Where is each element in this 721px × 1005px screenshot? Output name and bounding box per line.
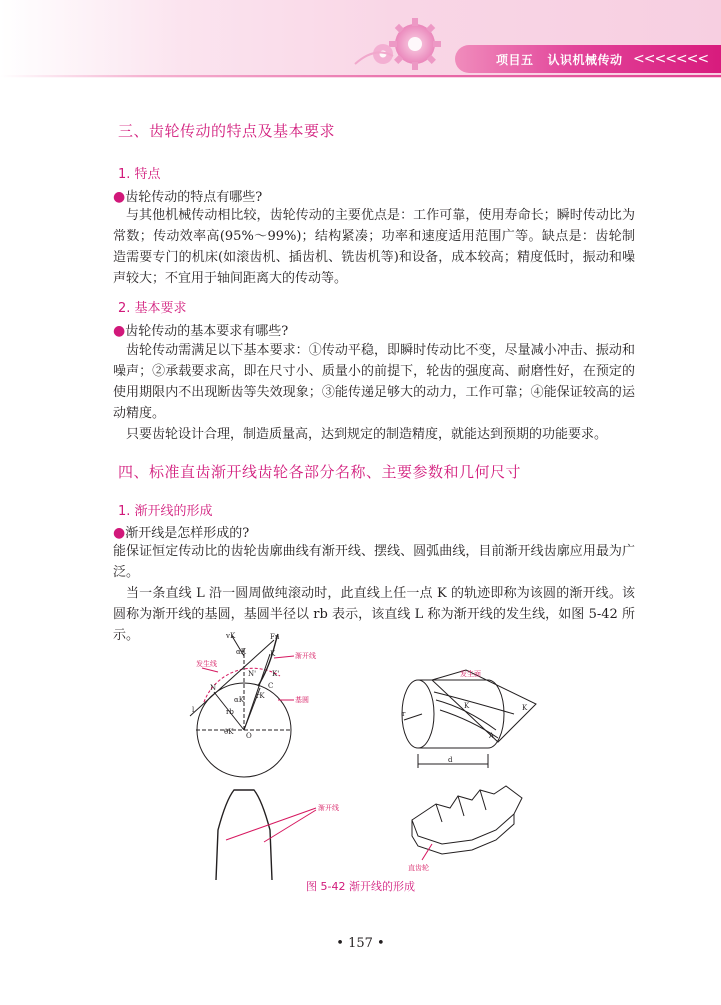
header-chevrons: <<<<<<< bbox=[633, 51, 709, 67]
bullet-icon: ● bbox=[113, 323, 126, 339]
question-features-text: 齿轮传动的特点有哪些? bbox=[125, 190, 263, 205]
bullet-icon: ● bbox=[113, 189, 126, 205]
label-a: A bbox=[489, 732, 495, 740]
generating-plane-shape bbox=[432, 670, 536, 742]
page-number: • 157 • bbox=[336, 936, 385, 951]
question-involute bbox=[113, 522, 249, 541]
question-requirements bbox=[113, 320, 288, 339]
gear-decoration-icon bbox=[345, 6, 455, 76]
figure-involute-formation bbox=[192, 630, 556, 890]
label-involute: 渐开线 bbox=[295, 652, 316, 660]
section-3-2-title: 2. 基本要求 bbox=[118, 301, 187, 316]
section-3-title: 三、齿轮传动的特点及基本要求 bbox=[118, 122, 336, 140]
paragraph-involute-1: 能保证恒定传动比的齿轮齿廓曲线有渐开线、摆线、圆弧曲线，目前渐开线齿廓应用最为广泛。 bbox=[113, 544, 635, 580]
paragraph-involute-2: 当一条直线 L 沿一圆周做纯滚动时，此直线上任一点 K 的轨迹即称为该圆的渐开线。该圆称为渐开线的基圆，基圆半径以 rb 表示，该直线 L 称为渐开线的发生线，如图 5-42 所示。 bbox=[113, 586, 635, 643]
cylinder-end-shape bbox=[402, 680, 434, 748]
label-n-prime: N' bbox=[248, 670, 257, 678]
spur-gear-shape bbox=[412, 786, 522, 844]
label-d: d bbox=[448, 756, 453, 764]
spur-gear-side-shape bbox=[412, 814, 514, 854]
leader-spur-gear bbox=[422, 844, 432, 860]
label-vk: vK bbox=[226, 632, 236, 640]
label-k-prime: K' bbox=[272, 670, 280, 678]
label-base-circle: 基圆 bbox=[295, 696, 309, 704]
label-o: O bbox=[246, 732, 252, 740]
section-4-1-title: 1. 渐开线的形成 bbox=[118, 504, 213, 519]
bullet-icon: ● bbox=[113, 525, 126, 541]
label-r3d: r bbox=[402, 710, 406, 718]
label-n: N bbox=[210, 684, 217, 692]
radius-3d-shape bbox=[404, 714, 422, 720]
header-rule bbox=[0, 75, 721, 77]
paragraph-requirements-2: 只要齿轮设计合理，制造质量高，达到规定的制造精度，就能达到预期的功能要求。 bbox=[126, 427, 608, 442]
label-k3d: K bbox=[464, 702, 470, 710]
gear-tooth-shape bbox=[216, 790, 272, 880]
header-title: 项目五 认识机械传动 bbox=[496, 53, 623, 67]
label-generating-line: 发生线 bbox=[196, 660, 217, 668]
label-rk: rK bbox=[256, 692, 265, 700]
label-l: l bbox=[192, 706, 195, 714]
label-k: K bbox=[270, 650, 276, 658]
paragraph-requirements: 齿轮传动需满足以下基本要求：①传动平稳，即瞬时传动比不变，尽量减小冲击、振动和噪声；②承载要求高，即在尺寸小、质量小的前提下，轮齿的强度高、耐磨性好，在预定的使用期限内不出现断齿等失效现象；③能传递足够大的动力，工作可靠；④能保证较高的运动精度。 bbox=[113, 343, 635, 421]
section-3-1-title: 1. 特点 bbox=[118, 167, 161, 182]
leader-tooth-involute-2 bbox=[264, 810, 316, 842]
label-spur-gear: 直齿轮 bbox=[408, 864, 429, 872]
label-fn: Fn bbox=[270, 633, 280, 641]
question-features bbox=[113, 186, 262, 205]
label-alpha-k: αK bbox=[236, 648, 246, 656]
paragraph-features: 与其他机械传动相比较，齿轮传动的主要优点是：工作可靠，使用寿命长；瞬时传动比为常数；传动效率高(95%～99%)；结构紧凑；功率和速度适用范围广等。缺点是：齿轮制造需要专门的机床(如滚齿机、插齿机、铣齿机等)和设备，成本较高；精度低时，振动和噪声较大；不宜用于轴间距离大的传动等。 bbox=[113, 208, 635, 286]
leader-tooth-involute-1 bbox=[226, 808, 316, 840]
figure-right-diagram bbox=[402, 670, 536, 860]
leader-generating-line bbox=[202, 668, 218, 672]
label-k3d2: K bbox=[522, 704, 528, 712]
label-theta-k: θK bbox=[224, 728, 234, 736]
label-involute-bottom: 渐开线 bbox=[318, 804, 339, 812]
section-4-title: 四、标准直齿渐开线齿轮各部分名称、主要参数和几何尺寸 bbox=[118, 463, 522, 481]
question-requirements-text: 齿轮传动的基本要求有哪些? bbox=[125, 324, 289, 339]
figure-caption: 图 5-42 渐开线的形成 bbox=[306, 880, 415, 893]
leader-involute bbox=[274, 656, 294, 658]
label-c: C bbox=[268, 682, 274, 690]
question-involute-text: 渐开线是怎样形成的? bbox=[125, 526, 250, 541]
label-alpha-k2: αK bbox=[234, 696, 244, 704]
label-rb: rb bbox=[226, 708, 234, 716]
label-generating-plane: 发生面 bbox=[460, 670, 481, 678]
